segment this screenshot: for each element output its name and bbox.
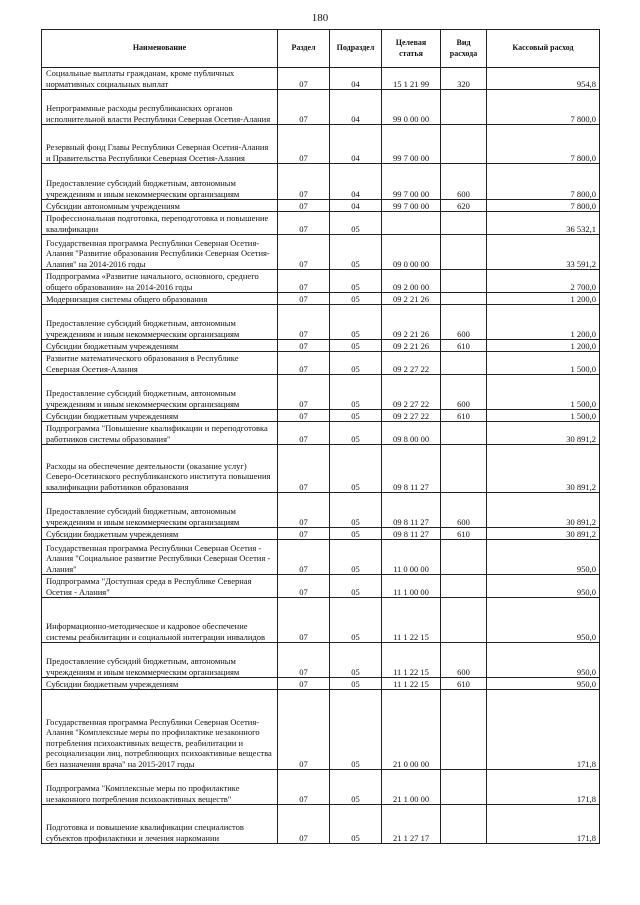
- row-rashod: 1 500,0: [487, 410, 600, 422]
- row-vid: 600: [441, 305, 487, 340]
- row-statya: 15 1 21 99: [382, 68, 441, 90]
- row-vid: 320: [441, 68, 487, 90]
- row-podrazdel: 05: [330, 528, 382, 540]
- row-vid: 610: [441, 678, 487, 690]
- row-razdel: 07: [278, 125, 330, 164]
- row-razdel: 07: [278, 270, 330, 293]
- row-razdel: 07: [278, 575, 330, 598]
- row-vid: 600: [441, 493, 487, 528]
- row-vid: [441, 805, 487, 844]
- row-statya: 09 2 21 26: [382, 305, 441, 340]
- row-rashod: 7 800,0: [487, 90, 600, 125]
- row-podrazdel: 05: [330, 212, 382, 235]
- row-rashod: 30 891,2: [487, 528, 600, 540]
- row-podrazdel: 05: [330, 540, 382, 575]
- row-statya: 09 2 00 00: [382, 270, 441, 293]
- row-rashod: 1 500,0: [487, 375, 600, 410]
- row-rashod: 954,8: [487, 68, 600, 90]
- row-razdel: 07: [278, 598, 330, 643]
- row-rashod: 171,8: [487, 690, 600, 770]
- table-row: [42, 90, 600, 125]
- table-row: [42, 340, 600, 352]
- table-row: [42, 528, 600, 540]
- row-podrazdel: 04: [330, 125, 382, 164]
- row-vid: 600: [441, 164, 487, 200]
- row-razdel: 07: [278, 200, 330, 212]
- row-name: Субсидии бюджетным учреждениям: [42, 340, 278, 352]
- row-statya: 09 2 21 26: [382, 340, 441, 352]
- table-row: [42, 200, 600, 212]
- row-name: Подпрограмма "Комплексные меры по профилактике незаконного потребления психоактивных веществ": [42, 770, 278, 805]
- row-podrazdel: 04: [330, 68, 382, 90]
- row-podrazdel: 05: [330, 805, 382, 844]
- table-row: [42, 575, 600, 598]
- row-razdel: 07: [278, 352, 330, 375]
- row-name: Модернизация системы общего образования: [42, 293, 278, 305]
- row-name: Предоставление субсидий бюджетным, автономным учреждениям и иным некоммерческим организациям: [42, 493, 278, 528]
- header-podrazdel: Подраздел: [330, 30, 382, 68]
- table-header-row: [42, 30, 600, 68]
- row-vid: 600: [441, 643, 487, 678]
- row-vid: 610: [441, 410, 487, 422]
- row-statya: 11 1 00 00: [382, 575, 441, 598]
- row-razdel: 07: [278, 540, 330, 575]
- row-rashod: 1 200,0: [487, 293, 600, 305]
- row-razdel: 07: [278, 690, 330, 770]
- row-statya: 11 1 22 15: [382, 598, 441, 643]
- row-razdel: 07: [278, 68, 330, 90]
- row-vid: [441, 235, 487, 270]
- row-vid: 600: [441, 375, 487, 410]
- row-podrazdel: 05: [330, 422, 382, 445]
- row-rashod: 7 800,0: [487, 200, 600, 212]
- table-row: [42, 410, 600, 422]
- row-razdel: 07: [278, 293, 330, 305]
- row-podrazdel: 05: [330, 770, 382, 805]
- table-row: [42, 643, 600, 678]
- row-razdel: 07: [278, 235, 330, 270]
- table-row: [42, 125, 600, 164]
- row-podrazdel: 05: [330, 340, 382, 352]
- row-name: Подпрограмма «Развитие начального, основного, среднего общего образования» на 2014-2016 годы: [42, 270, 278, 293]
- row-rashod: 950,0: [487, 598, 600, 643]
- row-statya: 11 1 22 15: [382, 643, 441, 678]
- row-rashod: 33 591,2: [487, 235, 600, 270]
- table-row: [42, 678, 600, 690]
- row-podrazdel: 05: [330, 235, 382, 270]
- row-vid: [441, 540, 487, 575]
- row-vid: [441, 90, 487, 125]
- row-vid: [441, 598, 487, 643]
- table-row: [42, 68, 600, 90]
- table-body: [42, 68, 600, 844]
- row-podrazdel: 05: [330, 375, 382, 410]
- row-podrazdel: 04: [330, 200, 382, 212]
- row-name: Расходы на обеспечение деятельности (оказание услуг) Северо-Осетинского республиканского института повышения квалификации работников образования: [42, 445, 278, 493]
- table-row: [42, 770, 600, 805]
- row-podrazdel: 05: [330, 270, 382, 293]
- row-rashod: 7 800,0: [487, 125, 600, 164]
- table-row: [42, 293, 600, 305]
- row-rashod: 30 891,2: [487, 493, 600, 528]
- row-vid: [441, 212, 487, 235]
- table-row: [42, 598, 600, 643]
- row-statya: [382, 212, 441, 235]
- row-rashod: 1 200,0: [487, 340, 600, 352]
- table-row: [42, 212, 600, 235]
- row-name: Субсидии бюджетным учреждениям: [42, 678, 278, 690]
- row-name: Развитие математического образования в Республике Северная Осетия-Алания: [42, 352, 278, 375]
- row-rashod: 950,0: [487, 540, 600, 575]
- row-podrazdel: 05: [330, 678, 382, 690]
- table-row: [42, 235, 600, 270]
- row-razdel: 07: [278, 164, 330, 200]
- row-vid: [441, 125, 487, 164]
- row-statya: 99 7 00 00: [382, 164, 441, 200]
- row-name: Субсидии бюджетным учреждениям: [42, 528, 278, 540]
- row-podrazdel: 05: [330, 690, 382, 770]
- row-vid: 610: [441, 340, 487, 352]
- row-name: Предоставление субсидий бюджетным, автономным учреждениям и иным некоммерческим организациям: [42, 643, 278, 678]
- row-podrazdel: 05: [330, 445, 382, 493]
- table-row: [42, 690, 600, 770]
- table-row: [42, 540, 600, 575]
- row-statya: 99 7 00 00: [382, 200, 441, 212]
- row-razdel: 07: [278, 375, 330, 410]
- header-vid: Вид расхода: [441, 30, 487, 68]
- row-razdel: 07: [278, 528, 330, 540]
- row-vid: [441, 575, 487, 598]
- row-statya: 09 8 11 27: [382, 493, 441, 528]
- row-podrazdel: 05: [330, 575, 382, 598]
- row-statya: 99 7 00 00: [382, 125, 441, 164]
- row-razdel: 07: [278, 90, 330, 125]
- row-statya: 09 2 27 22: [382, 352, 441, 375]
- row-podrazdel: 05: [330, 305, 382, 340]
- table-row: [42, 805, 600, 844]
- row-name: Субсидии автономным учреждениям: [42, 200, 278, 212]
- row-razdel: 07: [278, 422, 330, 445]
- row-name: Информационно-методическое и кадровое обеспечение системы реабилитации и социальной интеграции инвалидов: [42, 598, 278, 643]
- row-statya: 21 1 27 17: [382, 805, 441, 844]
- row-vid: [441, 270, 487, 293]
- row-statya: 09 8 00 00: [382, 422, 441, 445]
- table-row: [42, 445, 600, 493]
- row-name: Подпрограмма "Повышение квалификации и переподготовка работников системы образования": [42, 422, 278, 445]
- row-podrazdel: 05: [330, 493, 382, 528]
- row-razdel: 07: [278, 410, 330, 422]
- row-rashod: 950,0: [487, 678, 600, 690]
- row-statya: 11 0 00 00: [382, 540, 441, 575]
- row-rashod: 171,8: [487, 805, 600, 844]
- row-vid: [441, 422, 487, 445]
- table-row: [42, 352, 600, 375]
- budget-table: [41, 29, 600, 844]
- row-statya: 09 2 27 22: [382, 375, 441, 410]
- row-rashod: 36 532,1: [487, 212, 600, 235]
- row-razdel: 07: [278, 805, 330, 844]
- row-podrazdel: 04: [330, 164, 382, 200]
- row-vid: 620: [441, 200, 487, 212]
- row-name: Предоставление субсидий бюджетным, автономным учреждениям и иным некоммерческим организациям: [42, 375, 278, 410]
- row-vid: 610: [441, 528, 487, 540]
- row-name: Государственная программа Республики Северная Осетия - Алания "Социальное развитие Республики Северная Осетия - Алания": [42, 540, 278, 575]
- row-statya: 09 8 11 27: [382, 445, 441, 493]
- row-rashod: 7 800,0: [487, 164, 600, 200]
- row-statya: 09 2 27 22: [382, 410, 441, 422]
- row-razdel: 07: [278, 643, 330, 678]
- table-row: [42, 375, 600, 410]
- row-statya: 09 0 00 00: [382, 235, 441, 270]
- row-podrazdel: 05: [330, 410, 382, 422]
- table-row: [42, 493, 600, 528]
- row-rashod: 30 891,2: [487, 422, 600, 445]
- row-statya: 11 1 22 15: [382, 678, 441, 690]
- table-row: [42, 164, 600, 200]
- row-name: Государственная программа Республики Северная Осетия-Алания "Комплексные меры по профилактике незаконного потребления психоактивных веществ, реабилитации и ресоциализации лиц, потребляющих психоактивные вещества без назначения врача" на 2015-2017 годы: [42, 690, 278, 770]
- row-rashod: 1 200,0: [487, 305, 600, 340]
- row-podrazdel: 05: [330, 293, 382, 305]
- row-name: Государственная программа Республики Северная Осетия-Алания "Развитие образования Республики Северная Осетия-Алания" на 2014-2016 годы: [42, 235, 278, 270]
- row-name: Предоставление субсидий бюджетным, автономным учреждениям и иным некоммерческим организациям: [42, 305, 278, 340]
- row-podrazdel: 05: [330, 643, 382, 678]
- row-name: Субсидии бюджетным учреждениям: [42, 410, 278, 422]
- row-podrazdel: 04: [330, 90, 382, 125]
- row-vid: [441, 445, 487, 493]
- row-razdel: 07: [278, 445, 330, 493]
- row-name: Профессиональная подготовка, переподготовка и повышение квалификации: [42, 212, 278, 235]
- header-name: Наименование: [42, 30, 278, 68]
- row-rashod: 30 891,2: [487, 445, 600, 493]
- row-vid: [441, 690, 487, 770]
- row-statya: 21 0 00 00: [382, 690, 441, 770]
- row-rashod: 950,0: [487, 643, 600, 678]
- row-razdel: 07: [278, 678, 330, 690]
- row-name: Социальные выплаты гражданам, кроме публичных нормативных социальных выплат: [42, 68, 278, 90]
- row-razdel: 07: [278, 212, 330, 235]
- row-name: Непрограммные расходы республиканских органов исполнительной власти Республики Северная Осетия-Алания: [42, 90, 278, 125]
- row-rashod: 1 500,0: [487, 352, 600, 375]
- row-vid: [441, 293, 487, 305]
- row-podrazdel: 05: [330, 598, 382, 643]
- row-name: Предоставление субсидий бюджетным, автономным учреждениям и иным некоммерческим организациям: [42, 164, 278, 200]
- table-row: [42, 422, 600, 445]
- row-name: Резервный фонд Главы Республики Северная Осетия-Алания и Правительства Республики Северная Осетия-Алания: [42, 125, 278, 164]
- row-statya: 99 0 00 00: [382, 90, 441, 125]
- table-row: [42, 305, 600, 340]
- row-statya: 09 2 21 26: [382, 293, 441, 305]
- row-vid: [441, 770, 487, 805]
- header-razdel: Раздел: [278, 30, 330, 68]
- row-razdel: 07: [278, 493, 330, 528]
- row-rashod: 171,8: [487, 770, 600, 805]
- row-podrazdel: 05: [330, 352, 382, 375]
- row-name: Подготовка и повышение квалификации специалистов субъектов профилактики и лечения наркомании: [42, 805, 278, 844]
- row-statya: 09 8 11 27: [382, 528, 441, 540]
- header-statya: Целевая статья: [382, 30, 441, 68]
- row-razdel: 07: [278, 340, 330, 352]
- row-razdel: 07: [278, 770, 330, 805]
- row-razdel: 07: [278, 305, 330, 340]
- row-vid: [441, 352, 487, 375]
- page-number: 180: [311, 12, 329, 24]
- header-rashod: Кассовый расход: [487, 30, 600, 68]
- table-row: [42, 270, 600, 293]
- row-name: Подпрограмма "Доступная среда в Республике Северная Осетия - Алания": [42, 575, 278, 598]
- row-rashod: 950,0: [487, 575, 600, 598]
- row-statya: 21 1 00 00: [382, 770, 441, 805]
- row-rashod: 2 700,0: [487, 270, 600, 293]
